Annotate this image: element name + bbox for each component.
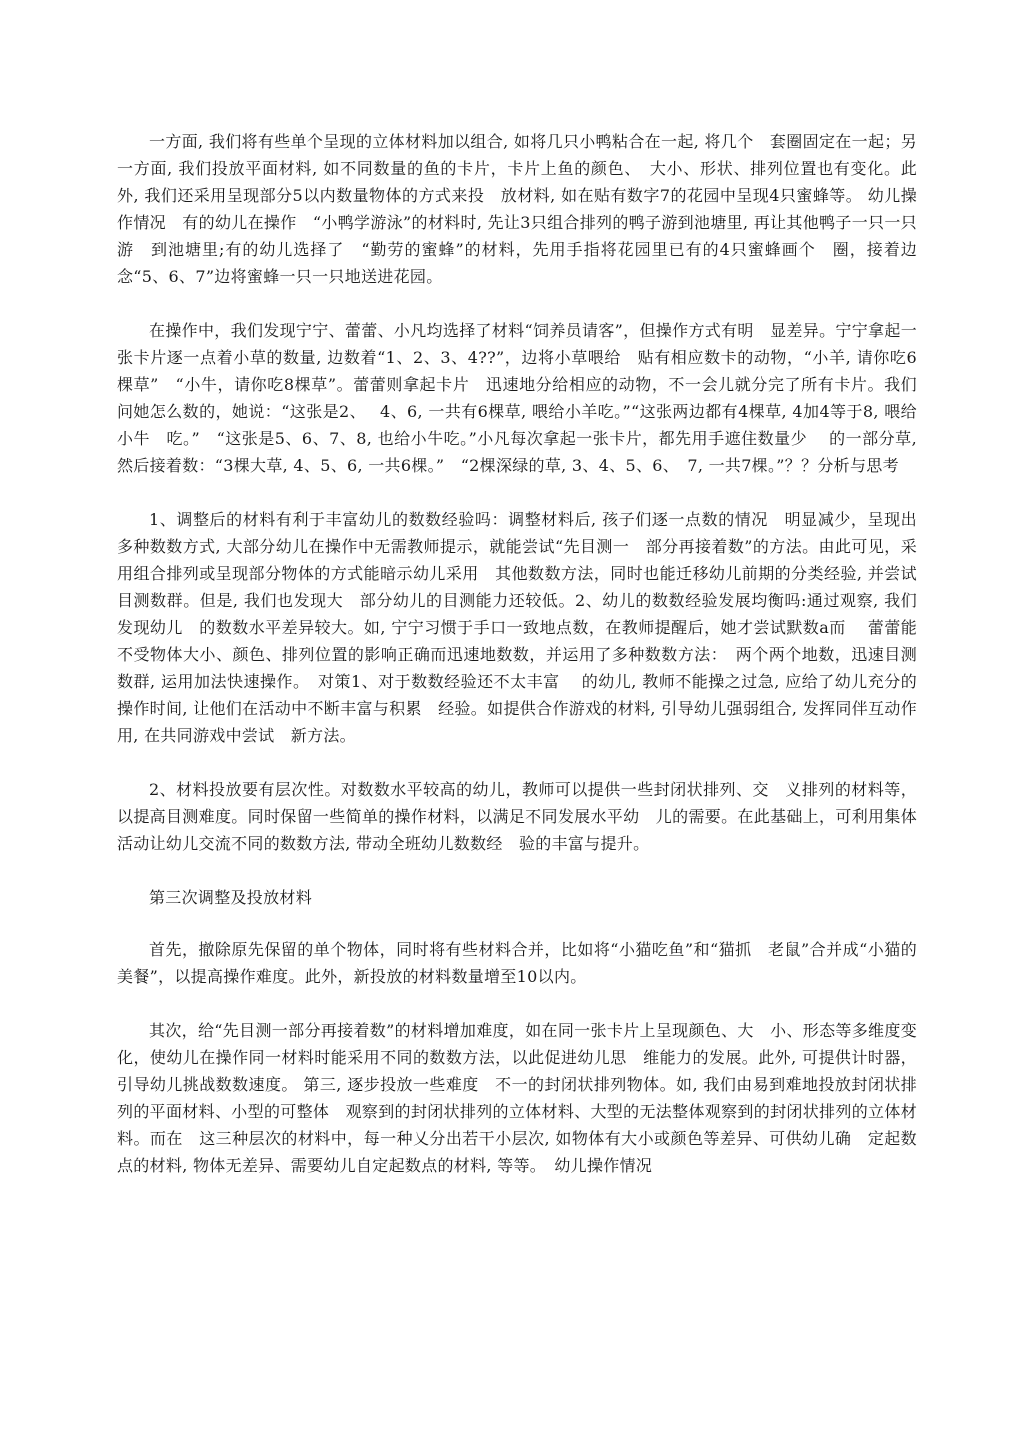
- paragraph-material-levels: 2、材料投放要有层次性。对数数水平较高的幼儿，教师可以提供一些封闭状排列、交 义排列的材料等，以提高目测难度。同时保留一些简单的操作材料，以满足不同发展水平幼 儿的需要。在此基础上，可利用集体活动让幼儿交流不同的数数方法, 带动全班幼儿数数经 验的丰富与提升。: [117, 780, 917, 853]
- paragraph-analysis-reflection: 1、调整后的材料有利于丰富幼儿的数数经验吗：调整材料后, 孩子们逐一点数的情况 明显减少，呈现出多种数数方式, 大部分幼儿在操作中无需教师提示，就能尝试“先目测一 部分再接着数”的方法。由此可见，采用组合排列或呈现部分物体的方式能暗示幼儿采用 其他数数方法，同时也能迁移幼儿前期的分类经验, 并尝试目测数群。但是, 我们也发现大 部分幼儿的目测能力还较低。2、幼儿的数数经验发展均衡吗:通过观察, 我们发现幼儿 的数数水平差异较大。如, 宁宁习惯于手口一致地点数，在教师提醒后，她才尝试默数a而 蕾蕾能不受物体大小、颜色、排列位置的影响正确而迅速地数数，并运用了多种数数方法： 两个两个地数，迅速目测数群, 运用加法快速操作。 对策1、对于数数经验还不太丰富 的幼儿, 教师不能操之过急, 应给了幼儿充分的操作时间, 让他们在活动中不断丰富与积累 经验。如提供合作游戏的材料, 引导幼儿强弱组合, 发挥同伴互动作用, 在共同游戏中尝试 新方法。: [117, 510, 917, 745]
- paragraph-operation-observation: 在操作中，我们发现宁宁、蕾蕾、小凡均选择了材料“饲养员请客”，但操作方式有明 显差异。宁宁拿起一张卡片逐一点着小草的数量, 边数着“1、2、3、4??”，边将小草喂给 贴有相应数卡的动物，“小羊, 请你吃6棵草” “小牛，请你吃8棵草”。蕾蕾则拿起卡片 迅速地分给相应的动物，不一会儿就分完了所有卡片。我们问她怎么数的，她说：“这张是2、 4、6, 一共有6棵草, 喂给小羊吃。”“这张两边都有4棵草, 4加4等于8, 喂给小牛 吃。” “这张是5、6、7、8, 也给小牛吃。”小凡每次拿起一张卡片，都先用手遮住数量少 的一部分草, 然后接着数：“3棵大草, 4、5、6, 一共6棵。” “2棵深绿的草, 3、4、5、6、 7, 一共7棵。”？？分析与思考: [117, 321, 917, 475]
- paragraph-second-step: 其次，给“先目测一部分再接着数”的材料增加难度，如在同一张卡片上呈现颜色、大 小、形态等多维度变化，使幼儿在操作同一材料时能采用不同的数数方法，以此促进幼儿思 维能力的发展。此外, 可提供计时器，引导幼儿挑战数数速度。 第三, 逐步投放一些难度 不一的封闭状排列物体。如, 我们由易到难地投放封闭状排列的平面材料、小型的可整体 观察到的封闭状排列的立体材料、大型的无法整体观察到的封闭状排列的立体材料。而在 这三种层次的材料中，每一种乂分出若干小层次, 如物体有大小或颜色等差异、可供幼儿确 定起数点的材料, 物体无差异、需要幼儿自定起数点的材料, 等等。 幼儿操作情况: [117, 1021, 917, 1175]
- section-heading-third-adjustment: 第三次调整及投放材料: [149, 888, 313, 907]
- paragraph-first-step: 首先，撤除原先保留的单个物体，同时将有些材料合并，比如将“小猫吃鱼”和“猫抓 老鼠”合并成“小猫的美餐”，以提高操作难度。此外，新投放的材料数量增至10以内。: [117, 940, 917, 986]
- document-page: [117, 128, 917, 1206]
- paragraph-material-combination: 一方面, 我们将有些单个呈现的立体材料加以组合, 如将几只小鸭粘合在一起, 将几个 套圈固定在一起；另一方面, 我们投放平面材料, 如不同数量的鱼的卡片，卡片上鱼的颜色、 大小、形状、排列位置也有变化。此外, 我们还采用呈现部分5以内数量物体的方式来投 放材料, 如在贴有数字7的花园中呈现4只蜜蜂等。 幼儿操作情况 有的幼儿在操作 “小鸭学游泳”的材料时, 先让3只组合排列的鸭子游到池塘里, 再让其他鸭子一只一只游 到池塘里;有的幼儿选择了 “勤劳的蜜蜂”的材料，先用手指将花园里已有的4只蜜蜂画个 圈，接着边念“5、6、7”边将蜜蜂一只一只地送进花园。: [117, 132, 917, 286]
